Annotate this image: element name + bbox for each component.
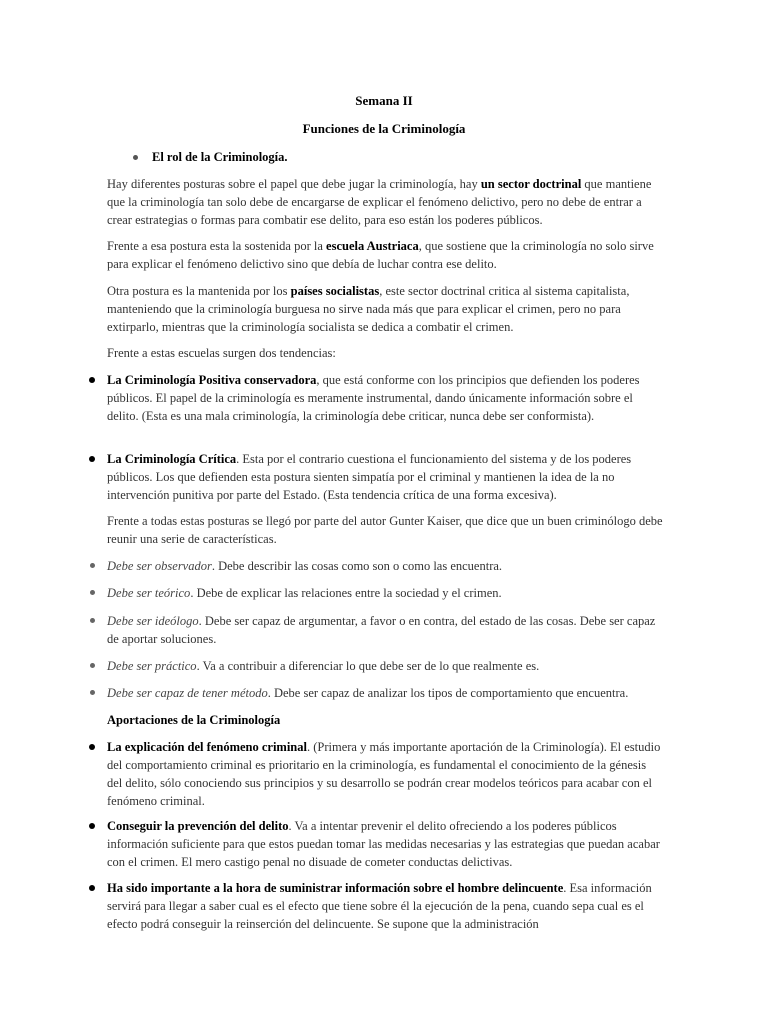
bullet-icon: [89, 744, 95, 750]
bullet-icon: [89, 377, 95, 383]
bullet-icon: [90, 563, 95, 568]
bullet-icon: [90, 618, 95, 623]
contribution-item: Conseguir la prevención del delito. Va a intentar prevenir el delito ofreciendo a los poderes públicos información suficiente para que estos puedan tomar las medidas necesarias y las estrategias que puedan acabar con el crimen. El mero castigo penal no disuade de cometer conductas delictivas.: [107, 819, 660, 869]
bullet-icon: [90, 690, 95, 695]
section-heading: El rol de la Criminología.: [152, 150, 288, 164]
contributions-heading: Aportaciones de la Criminología: [107, 713, 281, 727]
bullet-icon: [90, 590, 95, 595]
page-title: Funciones de la Criminología: [302, 121, 466, 136]
characteristic-item: Debe ser observador. Debe describir las cosas como son o como las encuentra.: [107, 559, 503, 573]
characteristic-item: Debe ser capaz de tener método. Debe ser capaz de analizar los tipos de comportamiento que encuentra.: [107, 686, 629, 700]
contribution-item: La explicación del fenómeno criminal. (Primera y más importante aportación de la Criminología). El estudio del comportamiento criminal es prioritario en la criminología, es fundamental el conocimiento de la génesis del delito, sólo conociendo sus principios y su desarrollo se podrán crear modelos teóricos para acabar con el fenómeno criminal.: [107, 740, 661, 808]
intro-paragraph-3: Otra postura es la mantenida por los países socialistas, este sector doctrinal critica al sistema capitalista, manteniendo que la criminología burguesa no sirve nada más que para explicar el crimen, pero no para extirparlo, mientras que la criminología socialista se dedica a combatir el crimen.: [107, 284, 630, 334]
characteristic-item: Debe ser ideólogo. Debe ser capaz de argumentar, a favor o en contra, del estado de las cosas. Debe ser capaz de aportar soluciones.: [107, 614, 656, 646]
bullet-icon: [89, 885, 95, 891]
bullet-icon: [89, 823, 95, 829]
characteristic-item: Debe ser práctico. Va a contribuir a diferenciar lo que debe ser de lo que realmente es.: [107, 659, 540, 673]
kaiser-paragraph: Frente a todas estas posturas se llegó por parte del autor Gunter Kaiser, que dice que un buen criminólogo debe reunir una serie de características.: [107, 514, 663, 546]
intro-paragraph-1: Hay diferentes posturas sobre el papel que debe jugar la criminología, hay un sector doctrinal que mantiene que la criminología tan solo debe de encargarse de explicar el fenómeno delictivo, pero no debe de entrar a crear estrategias o formas para combatir ese delito, para eso están los poderes públicos.: [107, 177, 652, 227]
week-title: Semana II: [355, 93, 413, 108]
tendency-item: La Criminología Crítica. Esta por el contrario cuestiona el funcionamiento del sistema y de los poderes públicos. Los que defienden esta postura sienten simpatía por el criminal y mantienen la idea de la no intervención punitiva por parte del Estado. (Esta tendencia crítica de una forma excesiva).: [107, 452, 632, 502]
characteristic-item: Debe ser teórico. Debe de explicar las relaciones entre la sociedad y el crimen.: [107, 586, 502, 600]
bullet-icon: [90, 663, 95, 668]
bullet-icon: [89, 456, 95, 462]
intro-paragraph-4: Frente a estas escuelas surgen dos tendencias:: [107, 346, 336, 360]
intro-paragraph-2: Frente a esa postura esta la sostenida por la escuela Austriaca, que sostiene que la criminología no solo sirve para explicar el fenómeno delictivo sino que debía de luchar contra ese delito.: [107, 239, 654, 271]
contribution-item: Ha sido importante a la hora de suministrar información sobre el hombre delincuente. Esa información servirá para llegar a saber cual es el efecto que tiene sobre él la ejecución de la pena, cuando sepa cual es el efecto podrá conseguir la reinserción del delincuente. Se supone que la administración: [107, 881, 652, 931]
bullet-icon: [133, 155, 138, 160]
tendency-item: La Criminología Positiva conservadora, que está conforme con los principios que defienden los poderes públicos. El papel de la criminología es meramente instrumental, dando únicamente información sobre el delito. (Esta es una mala criminología, la criminología debe criticar, nunca debe ser conformista).: [107, 373, 640, 423]
